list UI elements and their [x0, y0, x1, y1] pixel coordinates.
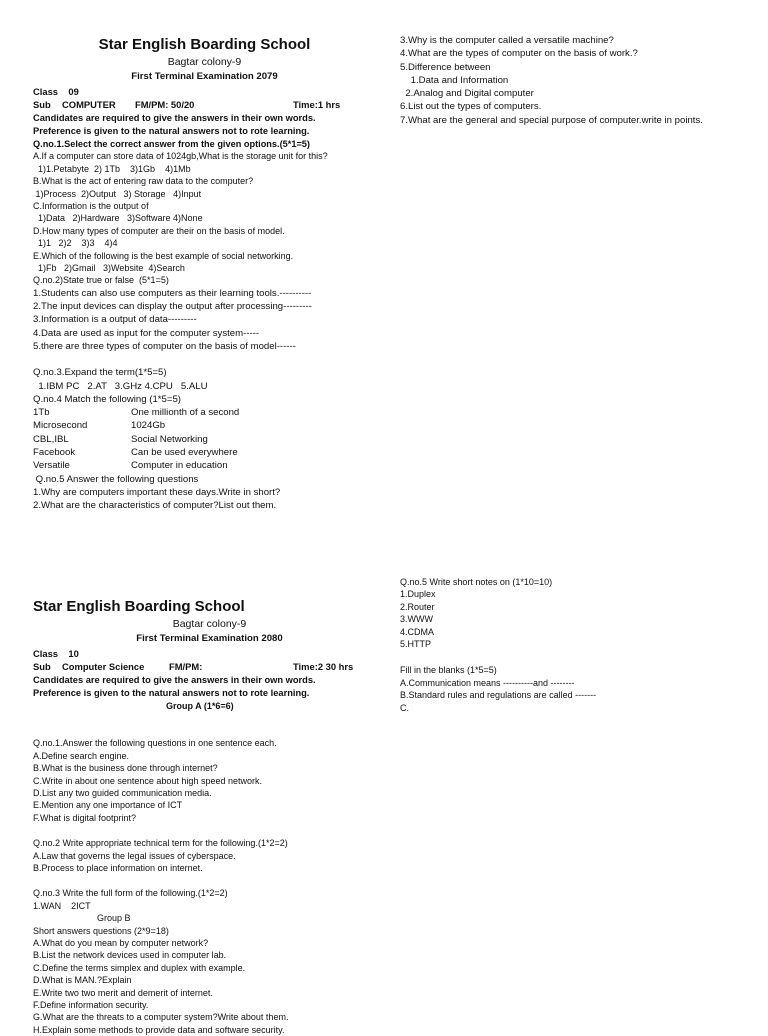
- q1-line: E.Which of the following is the best example of social networking.: [33, 250, 294, 261]
- subject-line: [33, 660, 368, 674]
- class-line: Class 10: [33, 647, 79, 659]
- match-right: Social Networking: [131, 433, 208, 445]
- match-row: [33, 406, 368, 419]
- paper-2080-continued: [400, 576, 760, 714]
- match-left: Versatile: [33, 460, 70, 472]
- fill-blank-item: B.Standard rules and regulations are called -------: [400, 690, 597, 701]
- q2-item: B.Process to place information on internet.: [33, 862, 203, 873]
- question-line: 4.What are the types of computer on the basis of work.?: [400, 48, 638, 60]
- q2-item: A.Law that governs the legal issues of cyberspace.: [33, 850, 236, 861]
- paper-2079-continued: [400, 34, 760, 127]
- q1-line: 1)Fb 2)Gmail 3)Website 4)Search: [33, 262, 185, 273]
- paper-2080: [33, 598, 368, 1036]
- match-left: CBL,IBL: [33, 433, 69, 445]
- instructions: Candidates are required to give the answers in their own words. Preference is given to the natural answers not to rote learning.: [33, 674, 316, 698]
- true-false-item: 1.Students can also use computers as their learning tools.----------: [33, 287, 312, 299]
- sub-label: Sub: [33, 660, 51, 672]
- short-answer-item: C.Define the terms simplex and duplex with example.: [33, 962, 246, 973]
- question-line: 2.Analog and Digital computer: [400, 88, 534, 100]
- match-left: 1Tb: [33, 407, 50, 419]
- q5-item: 2.What are the characteristics of computer?List out them.: [33, 500, 277, 512]
- match-right: One millionth of a second: [131, 407, 240, 419]
- q1-item: C.Write in about one sentence about high speed network.: [33, 775, 262, 786]
- q1-line: C.Information is the output of: [33, 200, 149, 211]
- q1-item: F.What is digital footprint?: [33, 812, 137, 823]
- short-answer-heading: Short answers questions (2*9=18): [33, 925, 169, 936]
- question-line: 7.What are the general and special purpose of computer.write in points.: [400, 114, 703, 126]
- q1-heading: Q.no.1.Select the correct answer from the given options.(5*1=5): [33, 138, 310, 149]
- match-left: Facebook: [33, 447, 76, 459]
- fill-blank-item: C.: [400, 702, 409, 713]
- subject-name: Computer Science: [62, 660, 145, 672]
- question-line: 6.List out the types of computers.: [400, 101, 542, 113]
- exam-title: First Terminal Examination 2080: [136, 633, 283, 645]
- q1-list: [33, 150, 368, 286]
- subject-line: [33, 98, 368, 112]
- match-row: [33, 459, 368, 472]
- exam-title: First Terminal Examination 2079: [131, 71, 278, 83]
- short-note-item: 2.Router: [400, 601, 435, 612]
- subject-name: COMPUTER: [62, 98, 116, 110]
- fm-pm: FM/PM: 50/20: [135, 98, 195, 110]
- short-answer-item: G.What are the threats to a computer system?Write about them.: [33, 1012, 289, 1023]
- true-false-item: 4.Data are used as input for the computer system-----: [33, 327, 260, 339]
- true-false-item: 2.The input devices can display the output after processing---------: [33, 301, 312, 313]
- q5-heading: Q.no.5 Answer the following questions: [33, 473, 199, 485]
- short-answer-item: D.What is MAN.?Explain: [33, 975, 132, 986]
- paper-2079: [33, 36, 368, 513]
- instructions: Candidates are required to give the answers in their own words. Preference is given to the natural answers not to rote learning.: [33, 112, 316, 136]
- fill-blank-item: A.Communication means ----------and --------: [400, 677, 575, 688]
- school-name: Star English Boarding School: [98, 36, 311, 53]
- time: Time:1 hrs: [293, 98, 341, 110]
- true-false-item: 3.Information is a output of data---------: [33, 314, 197, 326]
- match-row: [33, 419, 368, 432]
- q1-line: B.What is the act of entering raw data to the computer?: [33, 176, 254, 187]
- short-answer-item: E.Write two two merit and demerit of internet.: [33, 987, 213, 998]
- q1-line: 1)1.Petabyte 2) 1Tb 3)1Gb 4)1Mb: [33, 163, 191, 174]
- short-answer-item: B.List the network devices used in computer lab.: [33, 950, 227, 961]
- short-note-item: 1.Duplex: [400, 589, 436, 600]
- sub-label: Sub: [33, 98, 51, 110]
- match-right: Computer in education: [131, 460, 228, 472]
- match-row: [33, 433, 368, 446]
- school-name: Star English Boarding School: [33, 598, 245, 615]
- short-answer-item: F.Define information security.: [33, 1000, 149, 1011]
- fill-blanks-heading: Fill in the blanks (1*5=5): [400, 665, 497, 676]
- q2-heading: Q.no.2 Write appropriate technical term for the following.(1*2=2): [33, 838, 288, 849]
- school-address: Bagtar colony-9: [172, 618, 247, 630]
- group-b-heading: Group B: [97, 913, 131, 924]
- q1-line: A.If a computer can store data of 1024gb,What is the storage unit for this?: [33, 151, 328, 162]
- q2-heading: Q.no.2)State true or false (5*1=5): [33, 275, 169, 286]
- q1-line: 1)Data 2)Hardware 3)Software 4)None: [33, 213, 203, 224]
- q1-heading: Q.no.1.Answer the following questions in one sentence each.: [33, 738, 277, 749]
- question-line: 1.Data and Information: [400, 74, 509, 86]
- short-note-item: 4.CDMA: [400, 626, 435, 637]
- q1-item: E.Mention any one importance of ICT: [33, 800, 183, 811]
- match-right: Can be used everywhere: [131, 447, 238, 459]
- school-address: Bagtar colony-9: [167, 56, 242, 68]
- q1-line: D.How many types of computer are their on the basis of model.: [33, 225, 285, 236]
- q1-item: B.What is the business done through internet?: [33, 763, 218, 774]
- match-table: [33, 406, 368, 472]
- question-line: 5.Difference between: [400, 61, 491, 73]
- q1-item: D.List any two guided communication media.: [33, 787, 212, 798]
- short-note-item: 3.WWW: [400, 614, 433, 625]
- q3-terms: 1.WAN 2ICT: [33, 900, 91, 911]
- class-line: Class 09: [33, 85, 79, 97]
- q1-item: A.Define search engine.: [33, 750, 130, 761]
- q1-line: 1)1 2)2 3)3 4)4: [33, 238, 118, 249]
- q2-list: [33, 287, 368, 353]
- short-answer-item: H.Explain some methods to provide data and software security.: [33, 1024, 285, 1035]
- time: Time:2 30 hrs: [293, 660, 354, 672]
- q4-heading: Q.no.4 Match the following (1*5=5): [33, 393, 181, 405]
- group-a-heading: Group A (1*6=6): [166, 700, 234, 711]
- q5-heading: Q.no.5 Write short notes on (1*10=10): [400, 577, 553, 587]
- match-right: 1024Gb: [131, 420, 166, 432]
- q3-heading: Q.no.3 Write the full form of the following.(1*2=2): [33, 888, 228, 899]
- q5-item: 1.Why are computers important these days.Write in short?: [33, 486, 281, 498]
- short-note-item: 5.HTTP: [400, 639, 432, 650]
- short-answer-item: A.What do you mean by computer network?: [33, 937, 209, 948]
- fm-pm: FM/PM:: [169, 660, 203, 672]
- true-false-item: 5.there are three types of computer on the basis of model------: [33, 340, 296, 352]
- question-line: 3.Why is the computer called a versatile machine?: [400, 35, 614, 46]
- match-row: [33, 446, 368, 459]
- match-left: Microsecond: [33, 420, 88, 432]
- q1-line: 1)Process 2)Output 3) Storage 4)Input: [33, 188, 202, 199]
- q3-terms: 1.IBM PC 2.AT 3.GHz 4.CPU 5.ALU: [33, 380, 208, 392]
- q3-heading: Q.no.3.Expand the term(1*5=5): [33, 367, 167, 379]
